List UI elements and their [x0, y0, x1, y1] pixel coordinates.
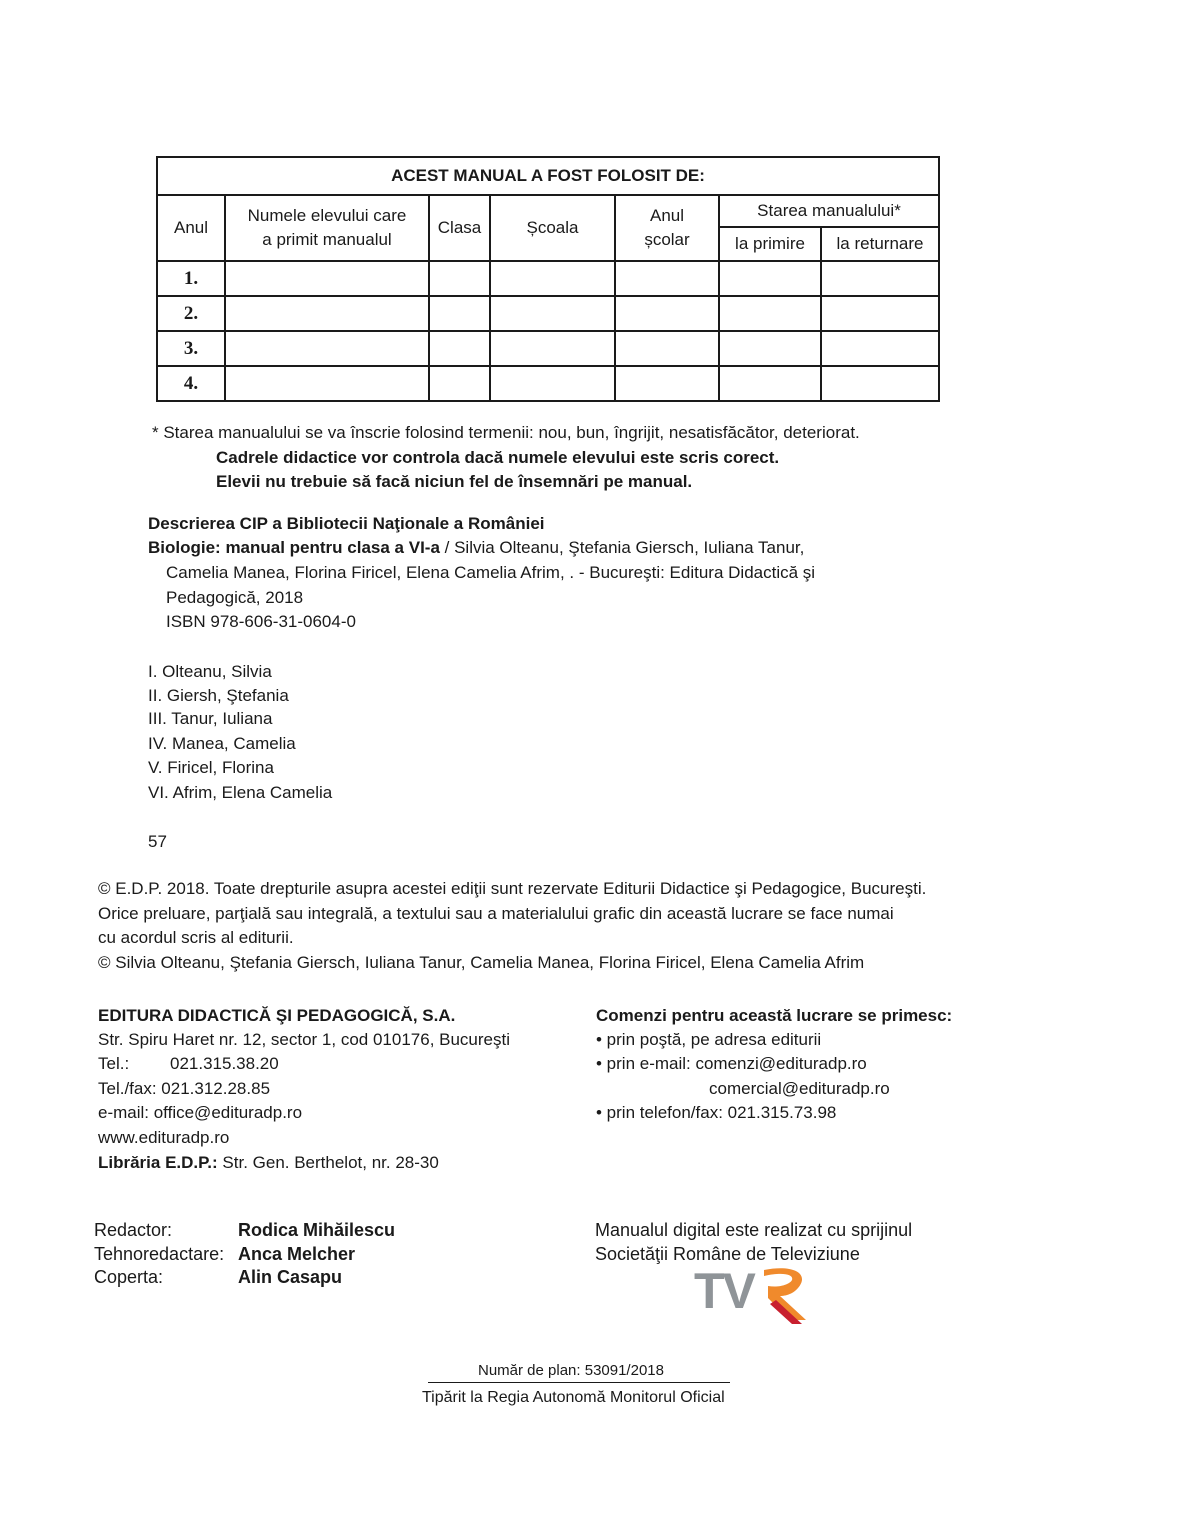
publisher-tel: 021.315.38.20: [170, 1054, 279, 1073]
publisher-web: www.edituradp.ro: [98, 1128, 230, 1147]
cip-index-item: I. Olteanu, Silvia: [148, 662, 272, 681]
orders-heading: Comenzi pentru această lucrare se primesc:: [596, 1006, 953, 1025]
row-number: 2.: [157, 296, 225, 331]
header-nume: [225, 195, 429, 261]
header-anul-scolar-line1: Anul: [649, 206, 685, 225]
orders-item: • prin e-mail: comenzi@edituradp.ro: [596, 1054, 867, 1073]
coperta-name: Alin Casapu: [238, 1267, 343, 1287]
cip-authors-line1: / Silvia Olteanu, Ştefania Giersch, Iuliana Tanur,: [439, 538, 805, 557]
header-anul-scolar-line2: școlar: [644, 230, 690, 249]
row-number: 1.: [157, 261, 225, 296]
header-nume-line1: Numele elevului care: [247, 206, 407, 225]
tvr-logo-text: TV: [694, 1263, 754, 1319]
header-la-primire: la primire: [719, 227, 821, 261]
cell-clasa[interactable]: [429, 331, 490, 366]
redactor-name: Rodica Mihăilescu: [238, 1220, 396, 1240]
usage-table: [156, 156, 940, 402]
cell-la-returnare[interactable]: [821, 331, 939, 366]
cip-heading: Descrierea CIP a Bibliotecii Naţionale a României: [148, 514, 545, 533]
publisher-address: Str. Spiru Haret nr. 12, sector 1, cod 010176, Bucureşti: [98, 1030, 511, 1049]
publisher-tel-label: Tel.:: [98, 1054, 130, 1073]
cip-authors-line2: Camelia Manea, Florina Firicel, Elena Camelia Afrim, . - Bucureşti: Editura Didactică şi: [166, 563, 816, 582]
header-la-returnare: la returnare: [821, 227, 939, 261]
cip-index-item: VI. Afrim, Elena Camelia: [148, 783, 333, 802]
cell-la-primire[interactable]: [719, 366, 821, 401]
footer-divider: [428, 1382, 730, 1383]
cell-scoala[interactable]: [490, 261, 615, 296]
redactor-label: Redactor:: [94, 1220, 173, 1240]
header-anul: Anul: [157, 195, 225, 261]
cell-scoala[interactable]: [490, 366, 615, 401]
header-starea: Starea manualului*: [719, 195, 939, 227]
publisher-email: e-mail: office@edituradp.ro: [98, 1103, 303, 1122]
publisher-name: EDITURA DIDACTICĂ ŞI PEDAGOGICĂ, S.A.: [98, 1006, 456, 1025]
cip-index-item: II. Giersh, Ştefania: [148, 686, 289, 705]
cell-clasa[interactable]: [429, 261, 490, 296]
cip-index-item: IV. Manea, Camelia: [148, 734, 296, 753]
cell-nume[interactable]: [225, 261, 429, 296]
table-row: [157, 331, 939, 366]
cip-isbn: ISBN 978-606-31-0604-0: [166, 612, 356, 631]
cell-la-primire[interactable]: [719, 261, 821, 296]
usage-table-title: ACEST MANUAL A FOST FOLOSIT DE:: [157, 157, 939, 195]
cell-anul-scolar[interactable]: [615, 296, 719, 331]
publisher-libraria: [98, 1151, 439, 1175]
libraria-label: Librăria E.D.P.:: [98, 1153, 218, 1172]
cell-la-returnare[interactable]: [821, 366, 939, 401]
copyright-line1: © E.D.P. 2018. Toate drepturile asupra acestei ediţii sunt rezervate Editurii Didactice şi Pedagogice, Bucureşti.: [98, 879, 927, 898]
cell-clasa[interactable]: [429, 366, 490, 401]
note-elevi: Elevii nu trebuie să facă niciun fel de însemnări pe manual.: [216, 472, 693, 491]
cell-clasa[interactable]: [429, 296, 490, 331]
row-number: 4.: [157, 366, 225, 401]
cell-la-primire[interactable]: [719, 331, 821, 366]
cell-la-returnare[interactable]: [821, 296, 939, 331]
copyright-line2: Orice preluare, parţială sau integrală, a textului sau a materialului grafic din această lucrare se face numai: [98, 904, 894, 923]
copyright-line3: cu acordul scris al editurii.: [98, 928, 294, 947]
cell-nume[interactable]: [225, 366, 429, 401]
note-cadre: Cadrele didactice vor controla dacă numele elevului este scris corect.: [216, 448, 780, 467]
header-clasa: Clasa: [429, 195, 490, 261]
publisher-telfax: Tel./fax: 021.312.28.85: [98, 1079, 271, 1098]
cell-scoala[interactable]: [490, 296, 615, 331]
cip-title-line: [148, 536, 804, 560]
tvr-logo-icon: [694, 1262, 814, 1326]
footer-print: Tipărit la Regia Autonomă Monitorul Oficial: [422, 1389, 725, 1406]
orders-item-email2: comercial@edituradp.ro: [709, 1079, 890, 1098]
tvr-line2: Societăţii Române de Televiziune: [595, 1244, 860, 1264]
tvr-line1: Manualul digital este realizat cu sprijinul: [595, 1220, 913, 1240]
footer-plan: Număr de plan: 53091/2018: [478, 1362, 664, 1379]
cell-nume[interactable]: [225, 296, 429, 331]
copyright-line4: © Silvia Olteanu, Ştefania Giersch, Iuliana Tanur, Camelia Manea, Florina Firicel, Elena Camelia Afrim: [98, 953, 865, 972]
cell-nume[interactable]: [225, 331, 429, 366]
cell-la-primire[interactable]: [719, 296, 821, 331]
table-row: [157, 296, 939, 331]
header-scoala: Școala: [490, 195, 615, 261]
cip-book-title: Biologie: manual pentru clasa a VI-a: [148, 538, 440, 557]
cell-anul-scolar[interactable]: [615, 366, 719, 401]
tehnoredactare-name: Anca Melcher: [238, 1244, 356, 1264]
coperta-label: Coperta:: [94, 1267, 164, 1287]
orders-item: • prin telefon/fax: 021.315.73.98: [596, 1103, 837, 1122]
header-anul-scolar: [615, 195, 719, 261]
tehnoredactare-label: Tehnoredactare:: [94, 1244, 225, 1264]
note-starea: * Starea manualului se va înscrie folosind termenii: nou, bun, îngrijit, nesatisfăcător, deteriorat.: [152, 423, 860, 442]
cell-scoala[interactable]: [490, 331, 615, 366]
table-row: [157, 366, 939, 401]
cip-authors-line3: Pedagogică, 2018: [166, 588, 304, 607]
cip-index-item: III. Tanur, Iuliana: [148, 709, 273, 728]
cell-anul-scolar[interactable]: [615, 331, 719, 366]
row-number: 3.: [157, 331, 225, 366]
cell-anul-scolar[interactable]: [615, 261, 719, 296]
cip-index-item: V. Firicel, Florina: [148, 758, 274, 777]
libraria-address: Str. Gen. Berthelot, nr. 28-30: [217, 1153, 439, 1172]
header-nume-line2: a primit manualul: [262, 230, 392, 249]
cip-code: 57: [148, 832, 167, 851]
orders-item: • prin poştă, pe adresa editurii: [596, 1030, 822, 1049]
table-row: [157, 261, 939, 296]
cell-la-returnare[interactable]: [821, 261, 939, 296]
